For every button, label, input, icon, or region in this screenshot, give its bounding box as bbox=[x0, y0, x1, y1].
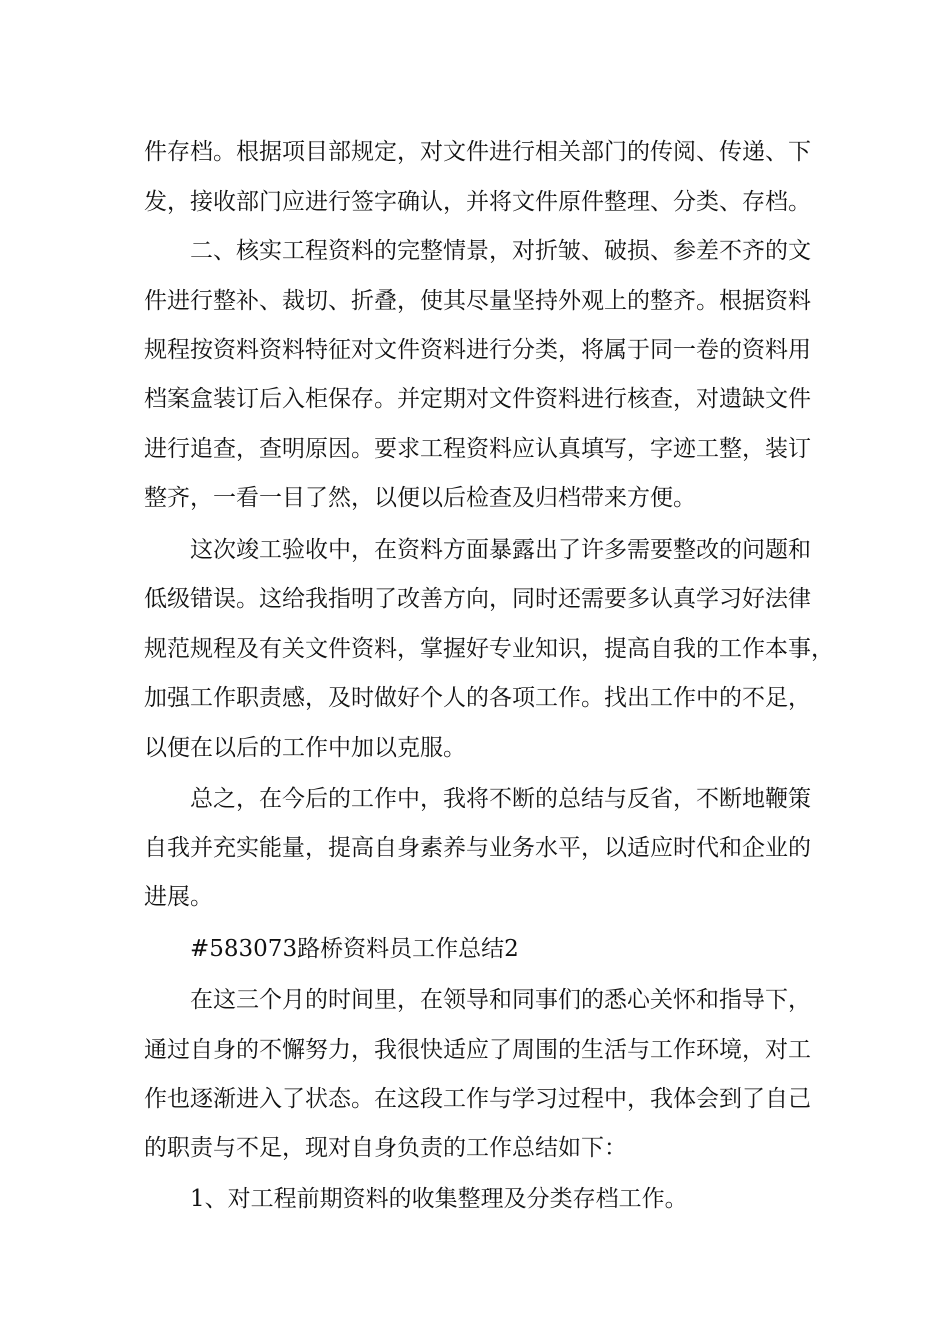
text-line: 进展。 bbox=[144, 884, 213, 910]
text-line: 加强工作职责感，及时做好个人的各项工作。找出工作中的不足， bbox=[144, 685, 811, 711]
text-line: 规程按资料资料特征对文件资料进行分类，将属于同一卷的资料用 bbox=[144, 337, 811, 363]
paragraph-start-line: 在这三个月的时间里，在领导和同事们的悉心关怀和指导下， bbox=[190, 987, 811, 1013]
text-line: 档案盒装订后入柜保存。并定期对文件资料进行核查，对遗缺文件 bbox=[144, 386, 811, 412]
section-heading: #583073路桥资料员工作总结2 bbox=[190, 936, 519, 962]
text-line: 件存档。根据项目部规定，对文件进行相关部门的传阅、传递、下 bbox=[144, 139, 811, 165]
text-line: 进行追查，查明原因。要求工程资料应认真填写，字迹工整，装订 bbox=[144, 436, 811, 462]
text-line: 作也逐渐进入了状态。在这段工作与学习过程中，我体会到了自己 bbox=[144, 1086, 811, 1112]
text-line: 以便在以后的工作中加以克服。 bbox=[144, 735, 466, 761]
paragraph-start-line: 二、核实工程资料的完整情景，对折皱、破损、参差不齐的文 bbox=[190, 238, 811, 264]
text-line: 低级错误。这给我指明了改善方向，同时还需要多认真学习好法律 bbox=[144, 586, 811, 612]
text-line: 整齐，一看一目了然，以便以后检查及归档带来方便。 bbox=[144, 485, 696, 511]
paragraph-start-line: 这次竣工验收中，在资料方面暴露出了许多需要整改的问题和 bbox=[190, 537, 811, 563]
text-line: 通过自身的不懈努力，我很快适应了周围的生活与工作环境，对工 bbox=[144, 1037, 811, 1063]
text-line: 的职责与不足，现对自身负责的工作总结如下： bbox=[144, 1135, 627, 1161]
text-line: 规范规程及有关文件资料，掌握好专业知识，提高自我的工作本事， bbox=[144, 636, 834, 662]
paragraph-start-line: 总之，在今后的工作中，我将不断的总结与反省，不断地鞭策 bbox=[190, 786, 811, 812]
list-item-line: 1、对工程前期资料的收集整理及分类存档工作。 bbox=[190, 1186, 688, 1212]
text-line: 自我并充实能量，提高自身素养与业务水平，以适应时代和企业的 bbox=[144, 835, 811, 861]
text-line: 件进行整补、裁切、折叠，使其尽量坚持外观上的整齐。根据资料 bbox=[144, 288, 811, 314]
text-line: 发，接收部门应进行签字确认，并将文件原件整理、分类、存档。 bbox=[144, 189, 811, 215]
